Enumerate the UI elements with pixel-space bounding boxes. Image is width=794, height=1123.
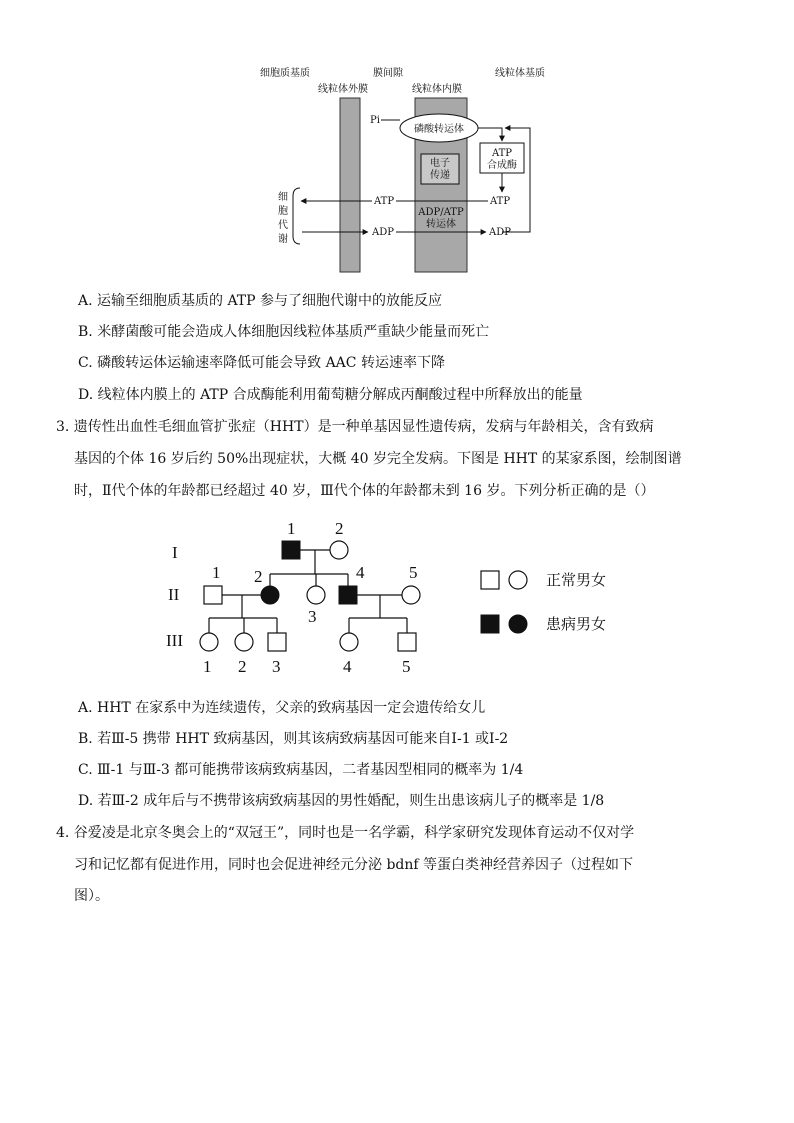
individual-ii-5-normal-female bbox=[402, 586, 420, 604]
legend-affected-female-symbol bbox=[509, 615, 527, 633]
legend-normal-label: 正常男女 bbox=[546, 571, 607, 589]
label-mito-matrix: 线粒体基质 bbox=[495, 68, 545, 79]
individual-iii-4-normal-female bbox=[340, 633, 358, 651]
num-iii-3: 3 bbox=[272, 657, 281, 676]
label-metab-2: 胞 bbox=[278, 206, 288, 217]
num-ii-1: 1 bbox=[212, 563, 221, 582]
atp-synthase-label-2: 合成酶 bbox=[487, 160, 517, 171]
label-metab-4: 谢 bbox=[278, 234, 288, 245]
q2-option-c: C. 磷酸转运体运输速率降低可能会导致 AAC 转运速率下降 bbox=[78, 355, 445, 371]
num-iii-4: 4 bbox=[343, 657, 352, 676]
individual-iii-5-normal-male bbox=[398, 633, 416, 651]
individual-iii-2-normal-female bbox=[235, 633, 253, 651]
individual-ii-2-affected-female bbox=[261, 586, 279, 604]
q4-stem-line-3: 图）。 bbox=[74, 888, 109, 904]
individual-ii-1-normal-male bbox=[204, 586, 222, 604]
num-ii-4: 4 bbox=[356, 563, 365, 582]
label-atp-left: ATP bbox=[374, 196, 395, 207]
num-iii-1: 1 bbox=[203, 657, 212, 676]
legend-affected-label: 患病男女 bbox=[546, 615, 607, 633]
num-iii-5: 5 bbox=[402, 657, 411, 676]
q3-stem-line-3: 时，Ⅱ代个体的年龄都已经超过 40 岁，Ⅲ代个体的年龄都未到 16 岁。下列分析正确的是（） bbox=[74, 483, 655, 499]
num-ii-2: 2 bbox=[254, 567, 263, 586]
label-inner-membrane: 线粒体内膜 bbox=[412, 84, 462, 95]
q3-option-a: A. HHT 在家系中为连续遗传，父亲的致病基因一定会遗传给女儿 bbox=[78, 700, 486, 716]
label-intermembrane-space: 膜间隙 bbox=[373, 68, 403, 79]
q3-option-d: D. 若Ⅲ-2 成年后与不携带该病致病基因的男性婚配，则生出患该病儿子的概率是 1/8 bbox=[78, 793, 605, 809]
legend-affected-male-symbol bbox=[481, 615, 499, 633]
q3-stem-line-1: 3. 遗传性出血性毛细血管扩张症（HHT）是一种单基因显性遗传病，发病与年龄相关，含有致病 bbox=[56, 419, 654, 435]
individual-i-1-affected-male bbox=[282, 541, 300, 559]
adp-atp-transporter-label-2: 转运体 bbox=[426, 219, 456, 230]
label-cytoplasm-matrix: 细胞质基质 bbox=[260, 68, 310, 79]
atp-synthase-label-1: ATP bbox=[491, 148, 513, 159]
label-metab-1: 细 bbox=[278, 192, 288, 203]
mitochondria-transport-diagram bbox=[240, 60, 580, 278]
q2-option-d: D. 线粒体内膜上的 ATP 合成酶能利用葡萄糖分解成丙酮酸过程中所释放出的能量 bbox=[78, 387, 583, 403]
q3-option-b: B. 若Ⅲ-5 携带 HHT 致病基因，则其该病致病基因可能来自Ⅰ-1 或Ⅰ-2 bbox=[78, 731, 509, 747]
individual-ii-3-normal-female bbox=[307, 586, 325, 604]
individual-iii-1-normal-female bbox=[200, 633, 218, 651]
q3-stem-line-2: 基因的个体 16 岁后约 50%出现症状，大概 40 岁完全发病。下图是 HHT 的某家系图，绘制图谱 bbox=[74, 451, 682, 467]
outer-membrane bbox=[340, 98, 360, 272]
label-metab-3: 代 bbox=[278, 220, 288, 231]
electron-transport-label-2: 传递 bbox=[430, 170, 450, 181]
num-ii-5: 5 bbox=[409, 563, 418, 582]
label-outer-membrane: 线粒体外膜 bbox=[318, 84, 368, 95]
individual-iii-3-normal-male bbox=[268, 633, 286, 651]
num-ii-3: 3 bbox=[308, 607, 317, 626]
generation-label-ii: II bbox=[168, 585, 180, 604]
q4-stem-line-2: 习和记忆都有促进作用，同时也会促进神经元分泌 bdnf 等蛋白类神经营养因子（过程如下 bbox=[74, 857, 634, 873]
q2-option-a: A. 运输至细胞质基质的 ATP 参与了细胞代谢中的放能反应 bbox=[78, 293, 443, 309]
q3-option-c: C. Ⅲ-1 与Ⅲ-3 都可能携带该病致病基因，二者基因型相同的概率为 1/4 bbox=[78, 762, 524, 778]
num-i-2: 2 bbox=[335, 519, 344, 538]
legend-normal-female-symbol bbox=[509, 571, 527, 589]
phosphate-transporter-label: 磷酸转运体 bbox=[414, 124, 464, 135]
pedigree-chart bbox=[160, 512, 660, 680]
label-adp-left: ADP bbox=[372, 227, 394, 238]
individual-ii-4-affected-male bbox=[339, 586, 357, 604]
num-i-1: 1 bbox=[287, 519, 296, 538]
electron-transport-label-1: 电子 bbox=[430, 158, 450, 169]
q4-stem-line-1: 4. 谷爱凌是北京冬奥会上的“双冠王”，同时也是一名学霸，科学家研究发现体育运动不仅对学 bbox=[56, 825, 635, 841]
label-pi: Pi bbox=[370, 115, 380, 126]
adp-atp-transporter-label-1: ADP/ATP bbox=[418, 207, 464, 218]
generation-label-i: I bbox=[172, 543, 178, 562]
q2-option-b: B. 米酵菌酸可能会造成人体细胞因线粒体基质严重缺少能量而死亡 bbox=[78, 324, 490, 340]
label-adp-right: ADP bbox=[489, 227, 511, 238]
legend-normal-male-symbol bbox=[481, 571, 499, 589]
label-atp-right: ATP bbox=[490, 196, 511, 207]
individual-i-2-normal-female bbox=[330, 541, 348, 559]
num-iii-2: 2 bbox=[238, 657, 247, 676]
generation-label-iii: III bbox=[166, 631, 183, 650]
